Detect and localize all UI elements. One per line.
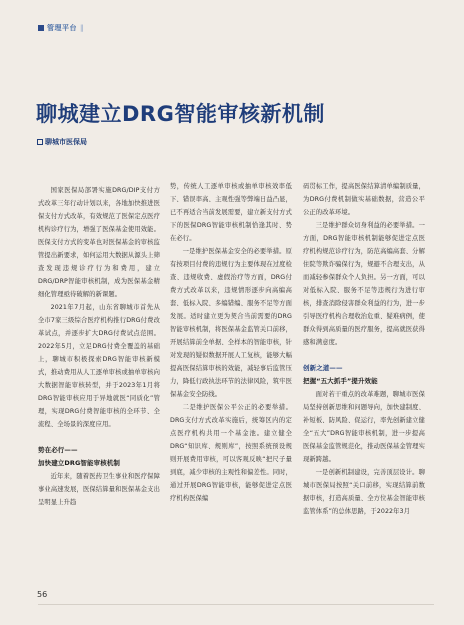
footer-divider: [38, 604, 434, 605]
paragraph: 势，传统人工逐单审核或抽单审核效率低下、错误率高、主观性强等弊端日益凸显，已不再适合当前发展需要，建立新支付方式下的医保DRG智能审核机制恰逢其时、势在必行。: [170, 183, 292, 242]
byline-box-icon: [37, 139, 43, 145]
paragraph: 面对若干重点的改革难题，聊城市医保局坚持创新思维和问题导向，加快建制度、补短板、防风险、促运行，率先创新建立健全“五大”DRG智能审核机制，进一步提高医保基金监管规范化，推动医保基金管理实现新跨越。: [303, 391, 425, 463]
section-bars: ||: [80, 24, 83, 32]
paragraph: 二是维护医保公平公正的必要举措。DRG支付方式改革实施后，统筹区内的定点医疗机构共用一个基金池。建立健全DRG“知识库、规则库”，按照系统预设规则开展费用审核，可以客观反映“把尺子量到底，减少审核的主观性和偏差性。同时，通过开展DRG智能审核，能够促进定点医疗机构医保编: [170, 404, 292, 502]
subsection-lead: 加快建立DRG智能审核机制: [38, 459, 121, 467]
paragraph: 三是维护群众切身利益的必要举措。一方面，DRG智能审核机制能够促进定点医疗机构规范诊疗行为，防范高编高套、分解住院等欺诈骗保行为，规避不合理支出，从而减轻参保群众个人负担。另一方面，可以对低标入院、服务不足等违规行为进行审核，排查消除侵害群众利益的行为，进一步引导医疗机构合理收治危重、疑难病例，使群众得到高质量的医疗服务，提高就医获得感和满意度。: [303, 222, 425, 346]
byline-author: 聊城市医保局: [45, 138, 87, 146]
subsection-heading: 创新之道——: [303, 364, 343, 372]
section-label: 管理平台: [47, 24, 77, 32]
subsection-lead: 把握“五大抓手”提升效能: [303, 377, 378, 385]
article-title: 聊城建立DRG智能审核新机制: [36, 102, 325, 126]
paragraph: 2021年7月起，山东省聊城市首先从全市7家三级综合医疗机构推行DRG付费改革试点，并逐步扩大DRG付费试点范围。2022年5月，立足DRG付费全覆盖的基础上，聊城市积极探索DRG智能审核新模式，推动费用从人工逐单审核或抽单审核向大数据智能审核转型，并于2023年1月将DRG智能审核应用于异地就医“同质化”管理，实现DRG付费智能审核的全环节、全流程、全场景的深度应用。: [38, 304, 160, 428]
paragraph: 国家医保局部署实施DRG/DIP支付方式改革三年行动计划以来，各地加快推进医保支付方式改革，有效规范了医保定点医疗机构诊疗行为，增强了医保基金使用效能。医保支付方式的变革也对医保基金的审核监管提出新要求，如何运用大数据从源头上筛查发现违规诊疗行为和费用，建立DRG/DRP智能审核机制，成为医保基金精细化管理亟待破解的新课题。: [38, 187, 160, 298]
paragraph: 近年来，随着医药卫生事业和医疗保障事业高速发展，医保结算量和医保基金支出呈明显上升趋: [38, 473, 160, 506]
page-number: 56: [37, 590, 48, 599]
section-tag: [38, 23, 83, 33]
subsection-heading: 势在必行——: [38, 446, 78, 454]
paragraph: 一是维护医保基金安全的必要举措。原有按项目付费的违规行为主要体现在过度检查、违规收费、虚假治疗等方面，DRG付费方式改革以来，违规情形逐步向高编高套、低标入院、多编错编、服务不足等方面发展。适时建立更为契合当前需要的DRG智能审核机制，将医保基金监管关口前移，开展结算前全单据、全样本的智能审核，针对发现的疑似数据开展人工复核，能够大幅提高医保结算审核的效能，减轻事后监管压力，降低行政执法环节的法律风险，筑牢医保基金安全防线。: [170, 248, 292, 398]
column-1: [38, 184, 160, 509]
column-3: [303, 180, 425, 518]
byline: [37, 137, 87, 147]
section-square-icon: [38, 25, 44, 31]
paragraph: 一是创新机制建设，完善顶层设计。聊城市医保局按照“关口前移，实现结算前数据审核，打造高质量、全方位基金智能审核监管体系”的总体思路，于2022年3月: [303, 469, 425, 515]
column-2: [170, 180, 292, 505]
paragraph: 码贯标工作，提高医保结算清单编制质量，为DRG付费机制做实基础数据，营造公平公正的改革环境。: [303, 183, 425, 216]
